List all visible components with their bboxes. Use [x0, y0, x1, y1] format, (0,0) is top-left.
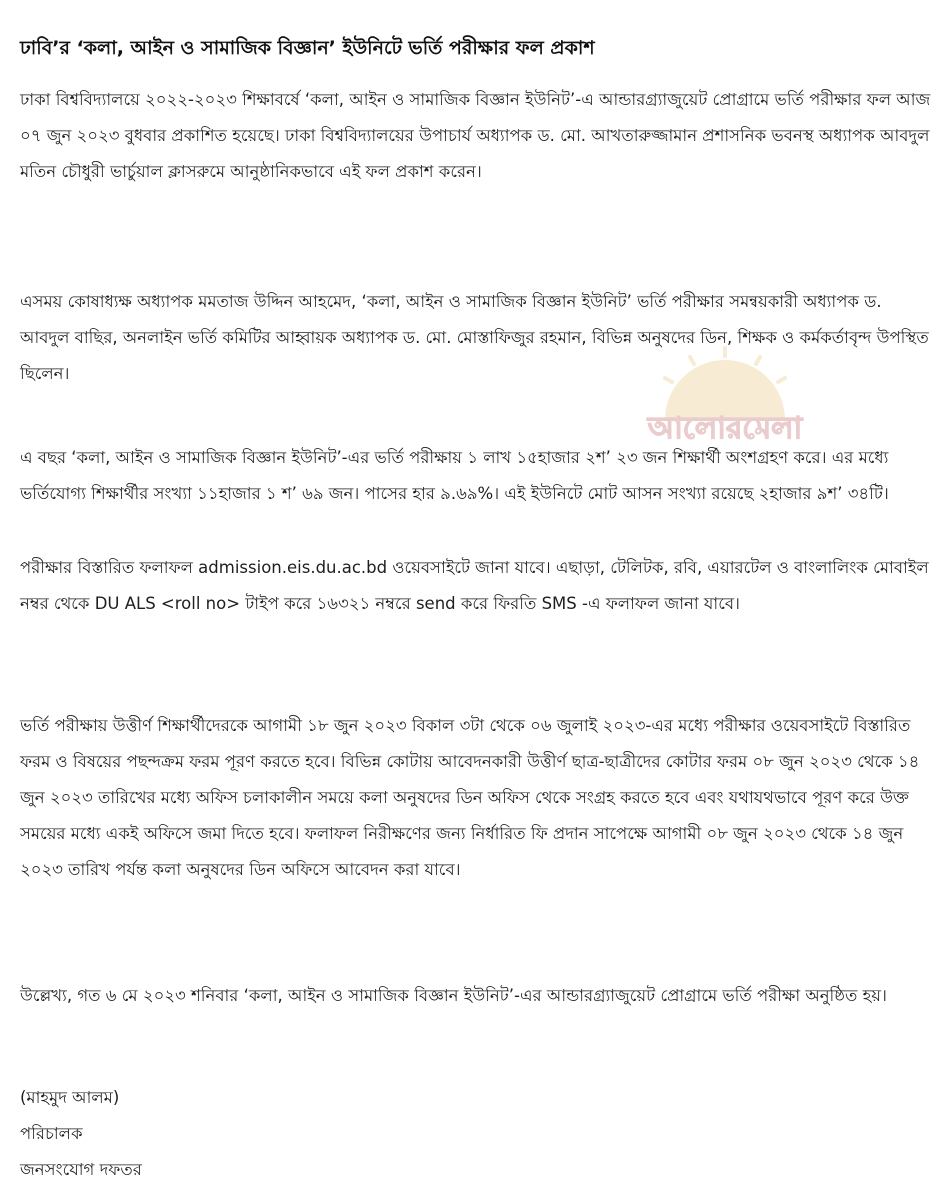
page-title: ঢাবি’র ‘কলা, আইন ও সামাজিক বিজ্ঞান’ ইউনিটে ভর্তি পরীক্ষার ফল প্রকাশ — [20, 37, 595, 59]
signature-designation: পরিচালক — [20, 1124, 83, 1143]
watermark-sun-icon — [665, 348, 785, 420]
paragraph-announcement: ঢাকা বিশ্ববিদ্যালয়ে ২০২২-২০২৩ শিক্ষাবর্ষে ‘কলা, আইন ও সামাজিক বিজ্ঞান ইউনিট’-এ আন্ডারগ্র্যাজুয়েট প্রোগ্রামে ভর্তি পরীক্ষার ফল আজ ০৭ জুন ২০২৩ বুধবার প্রকাশিত হয়েছে। ঢাকা বিশ্ববিদ্যালয়ের উপাচার্য অধ্যাপক ড. মো. আখতারুজ্জামান প্রশাসনিক ভবনস্থ অধ্যাপক আবদুল মতিন চৌধুরী ভার্চুয়াল ক্লাসরুমে আনুষ্ঠানিকভাবে এই ফল প্রকাশ করেন। — [20, 90, 931, 181]
paragraph-form-instructions: ভর্তি পরীক্ষায় উত্তীর্ণ শিক্ষার্থীদেরকে আগামী ১৮ জুন ২০২৩ বিকাল ৩টা থেকে ০৬ জুলাই ২০২৩-এর মধ্যে পরীক্ষার ওয়েবসাইটে বিস্তারিত ফরম ও বিষয়ের পছন্দক্রম ফরম পূরণ করতে হবে। বিভিন্ন কোটায় আবেদনকারী উত্তীর্ণ ছাত্র-ছাত্রীদের কোটার ফরম ০৮ জুন ২০২৩ থেকে ১৪ জুন ২০২৩ তারিখের মধ্যে অফিস চলাকালীন সময়ে কলা অনুষদের ডিন অফিস থেকে সংগ্রহ করতে হবে এবং যথাযথভাবে পূরণ করে উক্ত সময়ের মধ্যে একই অফিসে জমা দিতে হবে। ফলাফল নিরীক্ষণের জন্য নির্ধারিত ফি প্রদান সাপেক্ষে আগামী ০৮ জুন ২০২৩ থেকে ১৪ জুন ২০২৩ তারিখ পর্যন্ত কলা অনুষদের ডিন অফিসে আবেদন করা যাবে। — [20, 716, 920, 879]
watermark-text: আলোরমেলা — [647, 411, 803, 446]
paragraph-note: উল্লেখ্য, গত ৬ মে ২০২৩ শনিবার ‘কলা, আইন ও সামাজিক বিজ্ঞান ইউনিট’-এর আন্ডারগ্র্যাজুয়েট প্রোগ্রামে ভর্তি পরীক্ষা অনুষ্ঠিত হয়। — [20, 986, 887, 1005]
paragraph-attendees: এসময় কোষাধ্যক্ষ অধ্যাপক মমতাজ উদ্দিন আহমেদ, ‘কলা, আইন ও সামাজিক বিজ্ঞান ইউনিট’ ভর্তি পরীক্ষার সমন্বয়কারী অধ্যাপক ড. আবদুল বাছির, অনলাইন ভর্তি কমিটির আহ্বায়ক অধ্যাপক ড. মো. মোস্তাফিজুর রহমান, বিভিন্ন অনুষদের ডিন, শিক্ষক ও কর্মকর্তাবৃন্দ উপস্থিত ছিলেন। — [20, 292, 929, 383]
paragraph-statistics: এ বছর ‘কলা, আইন ও সামাজিক বিজ্ঞান ইউনিট’-এর ভর্তি পরীক্ষায় ১ লাখ ১৫হাজার ২শ’ ২৩ জন শিক্ষার্থী অংশগ্রহণ করে। এর মধ্যে ভর্তিযোগ্য শিক্ষার্থীর সংখ্যা ১১হাজার ১ শ’ ৬৯ জন। পাসের হার ৯.৬৯%। এই ইউনিটে মোট আসন সংখ্যা রয়েছে ২হাজার ৯শ’ ৩৪টি। — [20, 448, 889, 503]
watermark-logo — [620, 340, 830, 470]
signature-office: জনসংযোগ দফতর — [20, 1160, 142, 1179]
signature-name: (মাহমুদ আলম) — [20, 1088, 120, 1107]
paragraph-result-access: পরীক্ষার বিস্তারিত ফলাফল admission.eis.du.ac.bd ওয়েবসাইটে জানা যাবে। এছাড়া, টেলিটক, রবি, এয়ারটেল ও বাংলালিংক মোবাইল নম্বর থেকে DU ALS <roll no> টাইপ করে ১৬৩২১ নম্বরে send করে ফিরতি SMS -এ ফলাফল জানা যাবে। — [20, 558, 929, 613]
